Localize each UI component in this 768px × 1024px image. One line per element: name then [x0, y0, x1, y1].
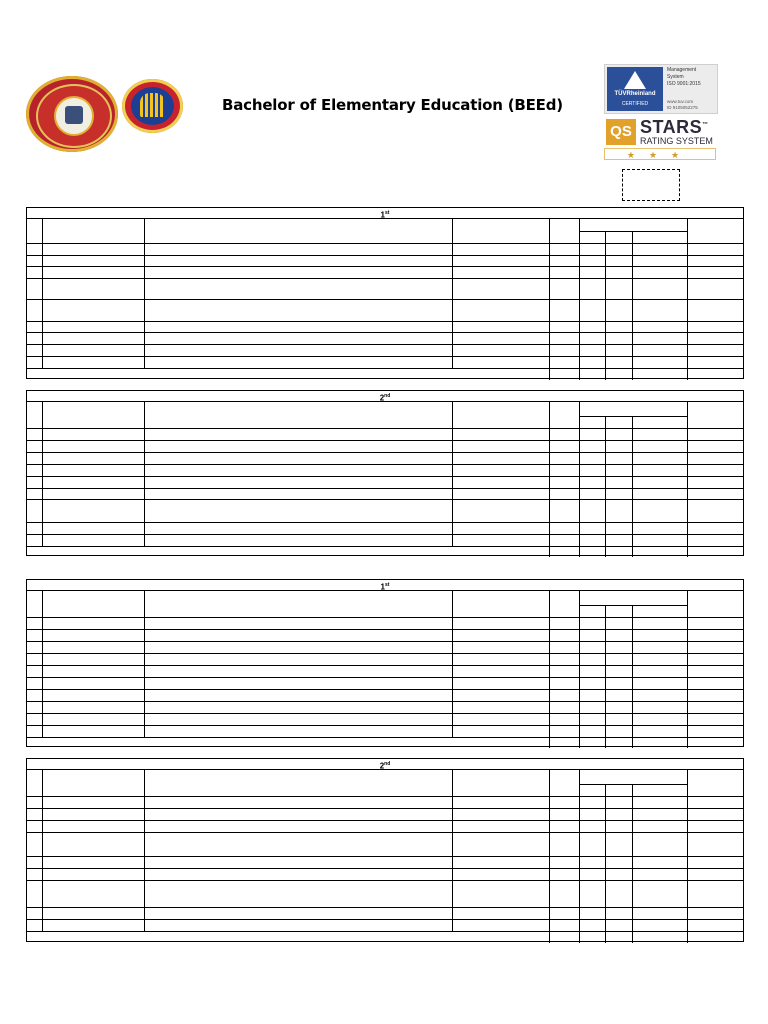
- qs-logo: QS: [606, 119, 636, 145]
- university-seal: [26, 76, 118, 152]
- tuv-line-4: www.tuv.com: [667, 99, 694, 104]
- semester-table-2: [26, 390, 744, 556]
- semester-ordinal: 2: [379, 393, 385, 403]
- qs-rating-text: RATING SYSTEM: [640, 136, 713, 146]
- semester-ordinal: 2: [379, 761, 385, 771]
- semester-suffix: nd: [384, 761, 391, 767]
- semester-suffix: nd: [384, 393, 391, 399]
- tuv-certification-badge: [604, 64, 718, 114]
- semester-table-4: [26, 758, 744, 942]
- semester-table-3: [26, 579, 744, 747]
- qs-stars-text: STARS: [640, 117, 703, 137]
- semester-suffix: st: [385, 582, 390, 588]
- semester-suffix: st: [385, 210, 390, 216]
- qs-stars-badge: [604, 117, 716, 147]
- photo-placeholder: [622, 169, 680, 201]
- semester-ordinal: 1: [380, 582, 385, 592]
- tuv-line-5: ID 9105052275: [667, 105, 698, 110]
- tuv-brand: TÜVRheinland: [614, 91, 656, 97]
- tuv-certified: CERTIFIED: [621, 101, 649, 107]
- tuv-line-3: ISO 9001:2015: [667, 81, 701, 87]
- tuv-line-1: Management: [667, 67, 697, 73]
- asean-seal: [122, 79, 183, 133]
- qs-star-rating: ★★★: [604, 148, 716, 160]
- program-title: Bachelor of Elementary Education (BEEd): [222, 96, 563, 114]
- qs-tm: ™: [702, 122, 709, 128]
- semester-table-1: [26, 207, 744, 379]
- tuv-triangle-icon: [624, 71, 646, 89]
- tuv-line-2: System: [667, 74, 684, 80]
- semester-ordinal: 1: [380, 210, 385, 220]
